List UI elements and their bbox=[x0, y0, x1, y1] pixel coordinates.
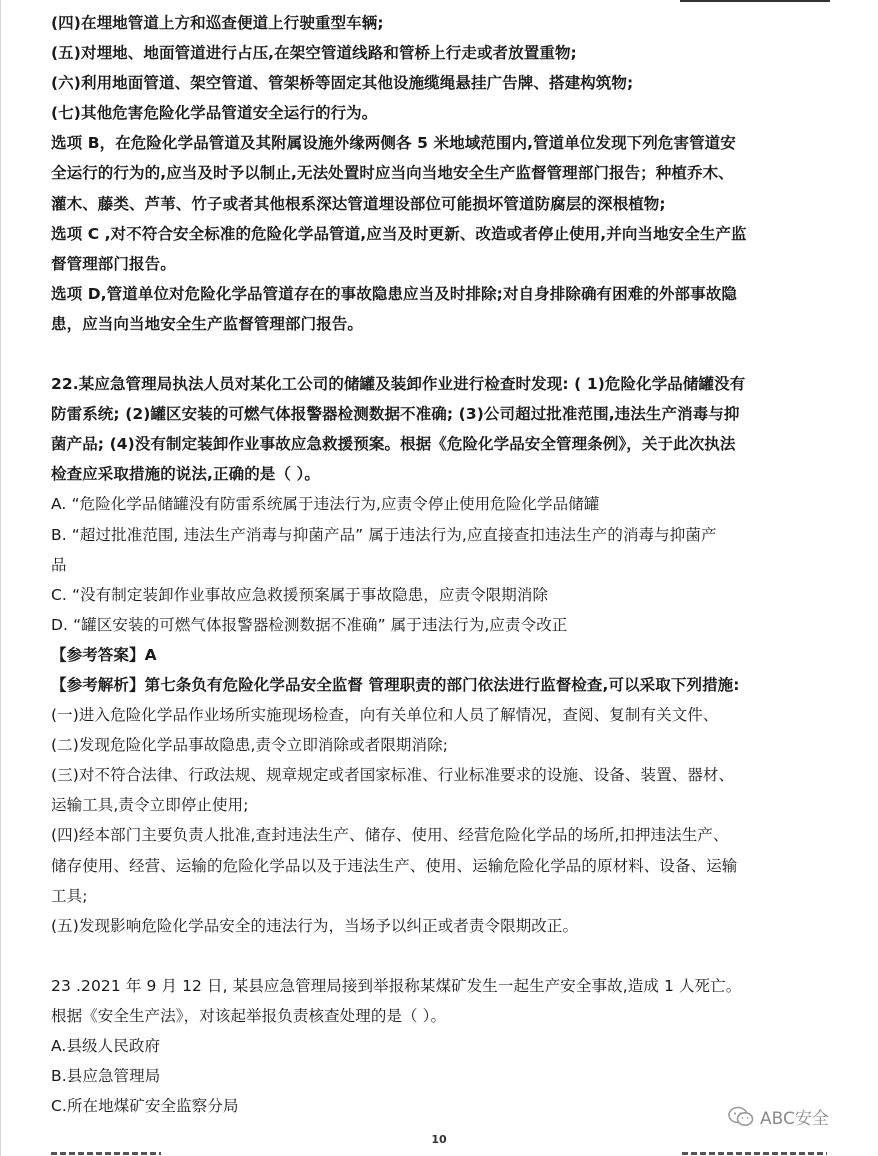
page-number: 10 bbox=[431, 1133, 447, 1146]
text-line: 选项 B，在危险化学品管道及其附属设施外缘两侧各 5 米地域范围内,管道单位发现下列危害管道安 bbox=[51, 134, 736, 153]
page-content bbox=[51, 8, 831, 1121]
option-a: A.县级人民政府 bbox=[51, 1037, 161, 1055]
text-line: (六)利用地面管道、架空管道、管架桥等固定其他设施缆绳悬挂广告牌、搭建构筑物; bbox=[51, 74, 634, 93]
text-line: 选项 C ,对不符合安全标准的危险化学品管道,应当及时更新、改造或者停止使用,并向当地安全生产监 bbox=[51, 224, 747, 243]
text-line: (七)其他危害危险化学品管道安全运行的行为。 bbox=[51, 104, 378, 123]
question-22-line: 防雷系统; (2)罐区安装的可燃气体报警器检测数据不准确; (3)公司超过批准范围,违法生产消毒与抑 bbox=[51, 405, 740, 424]
text-line: 选项 D,管道单位对危险化学品管道存在的事故隐患应当及时排除;对自身排除确有困难的外部事故隐 bbox=[51, 284, 737, 303]
watermark bbox=[728, 1104, 829, 1129]
wechat-icon bbox=[728, 1106, 754, 1128]
text-line: 储存使用、经营、运输的危险化学品以及于违法生产、使用、运输危险化学品的原材料、设备、运输 bbox=[51, 856, 738, 875]
footer-left-mark bbox=[51, 1152, 161, 1155]
question-22-line: 22.某应急管理局执法人员对某化工公司的储罐及装卸作业进行检查时发现: ( 1)危险化学品储罐没有 bbox=[51, 375, 746, 394]
question-23-line: 23 .2021 年 9 月 12 日, 某县应急管理局接到举报称某煤矿发生一起生产安全事故,造成 1 人死亡。 bbox=[51, 976, 742, 995]
reference-answer: 【参考答案】A bbox=[51, 645, 157, 664]
paragraph-gap bbox=[51, 339, 831, 369]
footer-right-mark bbox=[682, 1152, 827, 1155]
question-23-line: 根据《安全生产法》，对该起举报负责核查处理的是（ ）。 bbox=[51, 1006, 447, 1025]
header-rule bbox=[680, 0, 830, 2]
text-line: (四)经本部门主要负责人批准,查封违法生产、储存、使用、经营危险化学品的场所,扣押违法生产、 bbox=[51, 826, 729, 845]
text-line: 患，应当向当地安全生产监督管理部门报告。 bbox=[51, 314, 364, 333]
text-line: 工具; bbox=[51, 886, 88, 905]
text-line: 全运行的行为的,应当及时予以制止,无法处置时应当向当地安全生产监督管理部门报告；种植乔木、 bbox=[51, 164, 734, 183]
option-c: C.所在地煤矿安全监察分局 bbox=[51, 1097, 239, 1116]
option-b: B. “超过批准范围, 违法生产消毒与抑菌产品” 属于违法行为,应直接查扣违法生产的消毒与抑菌产 bbox=[51, 525, 717, 544]
option-d: D. “罐区安装的可燃气体报警器检测数据不准确” 属于违法行为,应责令改正 bbox=[51, 615, 568, 634]
question-22-line: 检查应采取措施的说法,正确的是（ ）。 bbox=[51, 465, 320, 484]
text-line: 运输工具,责令立即停止使用; bbox=[51, 796, 249, 815]
option-c: C. “没有制定装卸作业事故应急救援预案属于事故隐患，应责令限期消除 bbox=[51, 585, 549, 604]
page-edge bbox=[0, 0, 1, 1156]
text-line: (五)发现影响危险化学品安全的违法行为，当场予以纠正或者责令限期改正。 bbox=[51, 916, 579, 935]
text-line: (二)发现危险化学品事故隐患,责令立即消除或者限期消除; bbox=[51, 736, 449, 755]
option-b-cont: 品 bbox=[51, 555, 67, 574]
watermark-text: ABC安全 bbox=[760, 1109, 829, 1129]
text-line: (三)对不符合法律、行政法规、规章规定或者国家标准、行业标准要求的设施、设备、装置、器材、 bbox=[51, 766, 735, 785]
text-line: 督管理部门报告。 bbox=[51, 254, 176, 273]
text-line: (四)在埋地管道上方和巡查便道上行驶重型车辆; bbox=[51, 14, 384, 32]
paragraph-gap bbox=[51, 941, 831, 971]
text-line: 灌木、藤类、芦苇、竹子或者其他根系深达管道埋设部位可能损坏管道防腐层的深根植物; bbox=[51, 194, 666, 213]
reference-analysis: 【参考解析】第七条负有危险化学品安全监督 管理职责的部门依法进行监督检查,可以采取下列措施: bbox=[51, 675, 740, 694]
text-line: (五)对埋地、地面管道进行占压,在架空管道线路和管桥上行走或者放置重物; bbox=[51, 44, 577, 63]
text-line: (一)进入危险化学品作业场所实施现场检查，向有关单位和人员了解情况，查阅、复制有关文件、 bbox=[51, 706, 719, 725]
question-22-line: 菌产品; (4)没有制定装卸作业事故应急救援预案。根据《危险化学品安全管理条例》，关于此次执法 bbox=[51, 435, 736, 454]
option-b: B.县应急管理局 bbox=[51, 1067, 161, 1086]
option-a: A. “危险化学品储罐没有防雷系统属于违法行为,应责令停止使用危险化学品储罐 bbox=[51, 495, 600, 514]
